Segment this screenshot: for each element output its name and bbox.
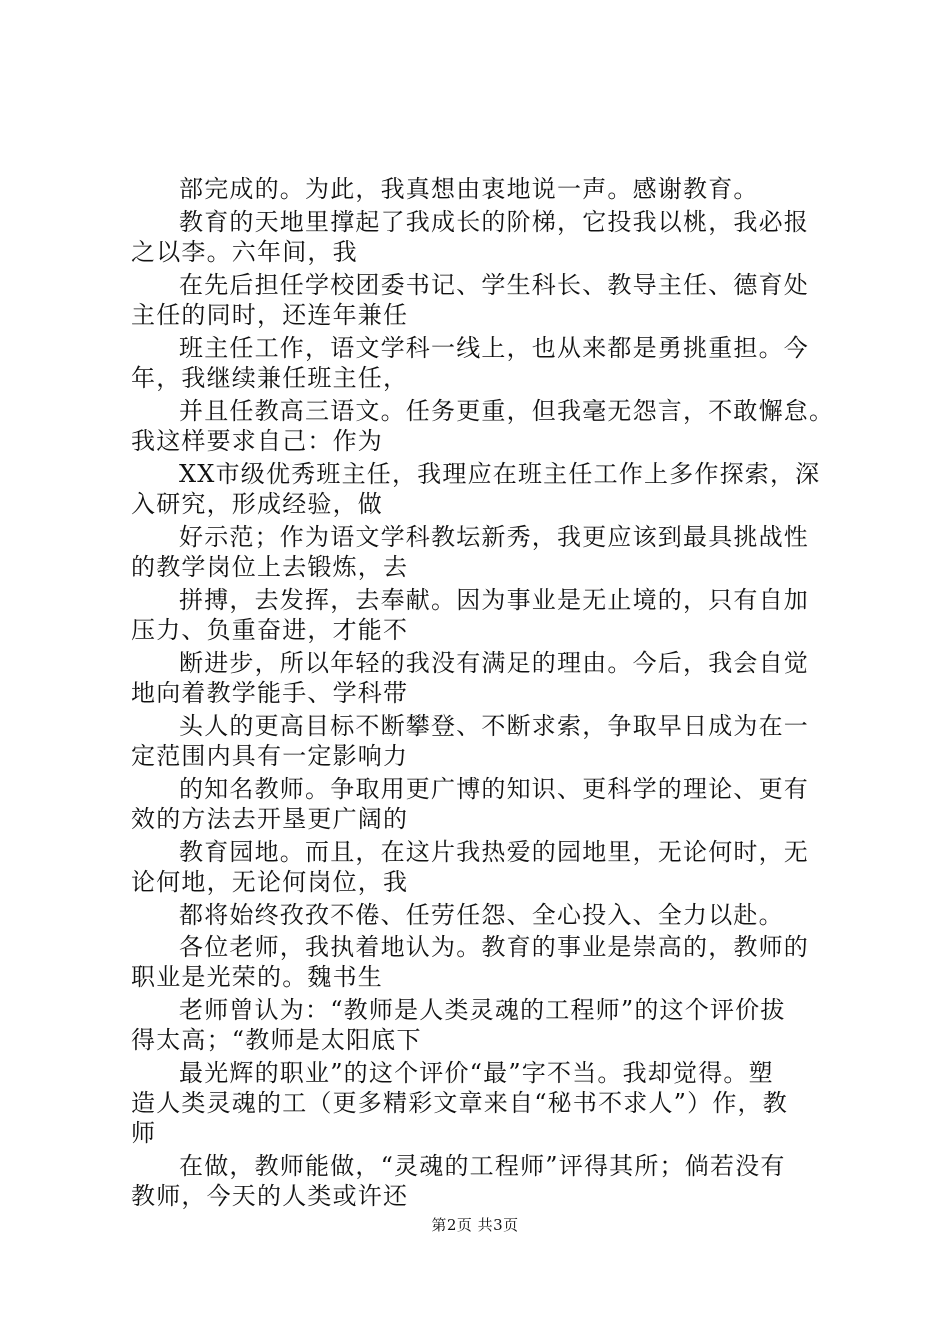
text-line: 主任的同时，还连年兼任 [131,301,409,329]
text-line: XX市级优秀班主任，我理应在班主任工作上多作探索，深 [179,460,821,488]
text-line: 都将始终孜孜不倦、任劳任怨、全心投入、全力以赴。 [179,901,784,929]
page-number-footer: 第2页 共3页 [431,1216,519,1234]
text-line: 最光辉的职业”的这个评价“最”字不当。我却觉得。塑 [179,1059,774,1087]
text-line: 在先后担任学校团委书记、学生科长、教导主任、德育处 [179,271,809,299]
text-line: 职业是光荣的。魏书生 [131,963,383,991]
text-line: 论何地，无论何岗位，我 [131,868,409,896]
text-line: 拼搏，去发挥，去奉献。因为事业是无止境的，只有自加 [179,586,809,614]
text-line: 的教学岗位上去锻炼，去 [131,553,409,581]
text-line: 头人的更高目标不断攀登、不断求索，争取早日成为在一 [179,712,809,740]
text-line: 效的方法去开垦更广阔的 [131,805,409,833]
text-line: 教育的天地里撑起了我成长的阶梯，它投我以桃，我必报 [179,208,809,236]
text-line: 入研究，形成经验，做 [131,490,383,518]
text-line: 并且任教高三语文。任务更重，但我毫无怨言，不敢懈怠。 [179,397,835,425]
text-line: 之以李。六年间，我 [131,238,358,266]
text-line: 在做，教师能做，“灵魂的工程师”评得其所；倘若没有 [179,1152,786,1180]
text-line: 定范围内具有一定影响力 [131,742,409,770]
text-line: 各位老师，我执着地认为。教育的事业是崇高的，教师的 [179,933,809,961]
text-line: 部完成的。为此，我真想由衷地说一声。感谢教育。 [179,175,759,203]
text-line: 师 [131,1119,157,1147]
text-line: 教育园地。而且，在这片我热爱的园地里，无论何时，无 [179,838,809,866]
text-line: 断进步，所以年轻的我没有满足的理由。今后，我会自觉 [179,649,809,677]
text-line: 教师，今天的人类或许还 [131,1182,409,1210]
text-line: 地向着教学能手、学科带 [131,679,409,707]
text-line: 老师曾认为：“教师是人类灵魂的工程师”的这个评价拔 [179,996,786,1024]
text-line: 压力、负重奋进，才能不 [131,616,409,644]
text-line: 我这样要求自己：作为 [131,427,383,455]
text-line: 的知名教师。争取用更广博的知识、更科学的理论、更有 [179,775,809,803]
text-line: 好示范；作为语文学科教坛新秀，我更应该到最具挑战性 [179,523,809,551]
text-line: 得太高；“教师是太阳底下 [131,1026,422,1054]
text-line: 年，我继续兼任班主任， [131,364,409,392]
text-line: 造人类灵魂的工（更多精彩文章来自“秘书不求人”）作，教 [131,1089,788,1117]
text-line: 班主任工作，语文学科一线上，也从来都是勇挑重担。今 [179,334,809,362]
